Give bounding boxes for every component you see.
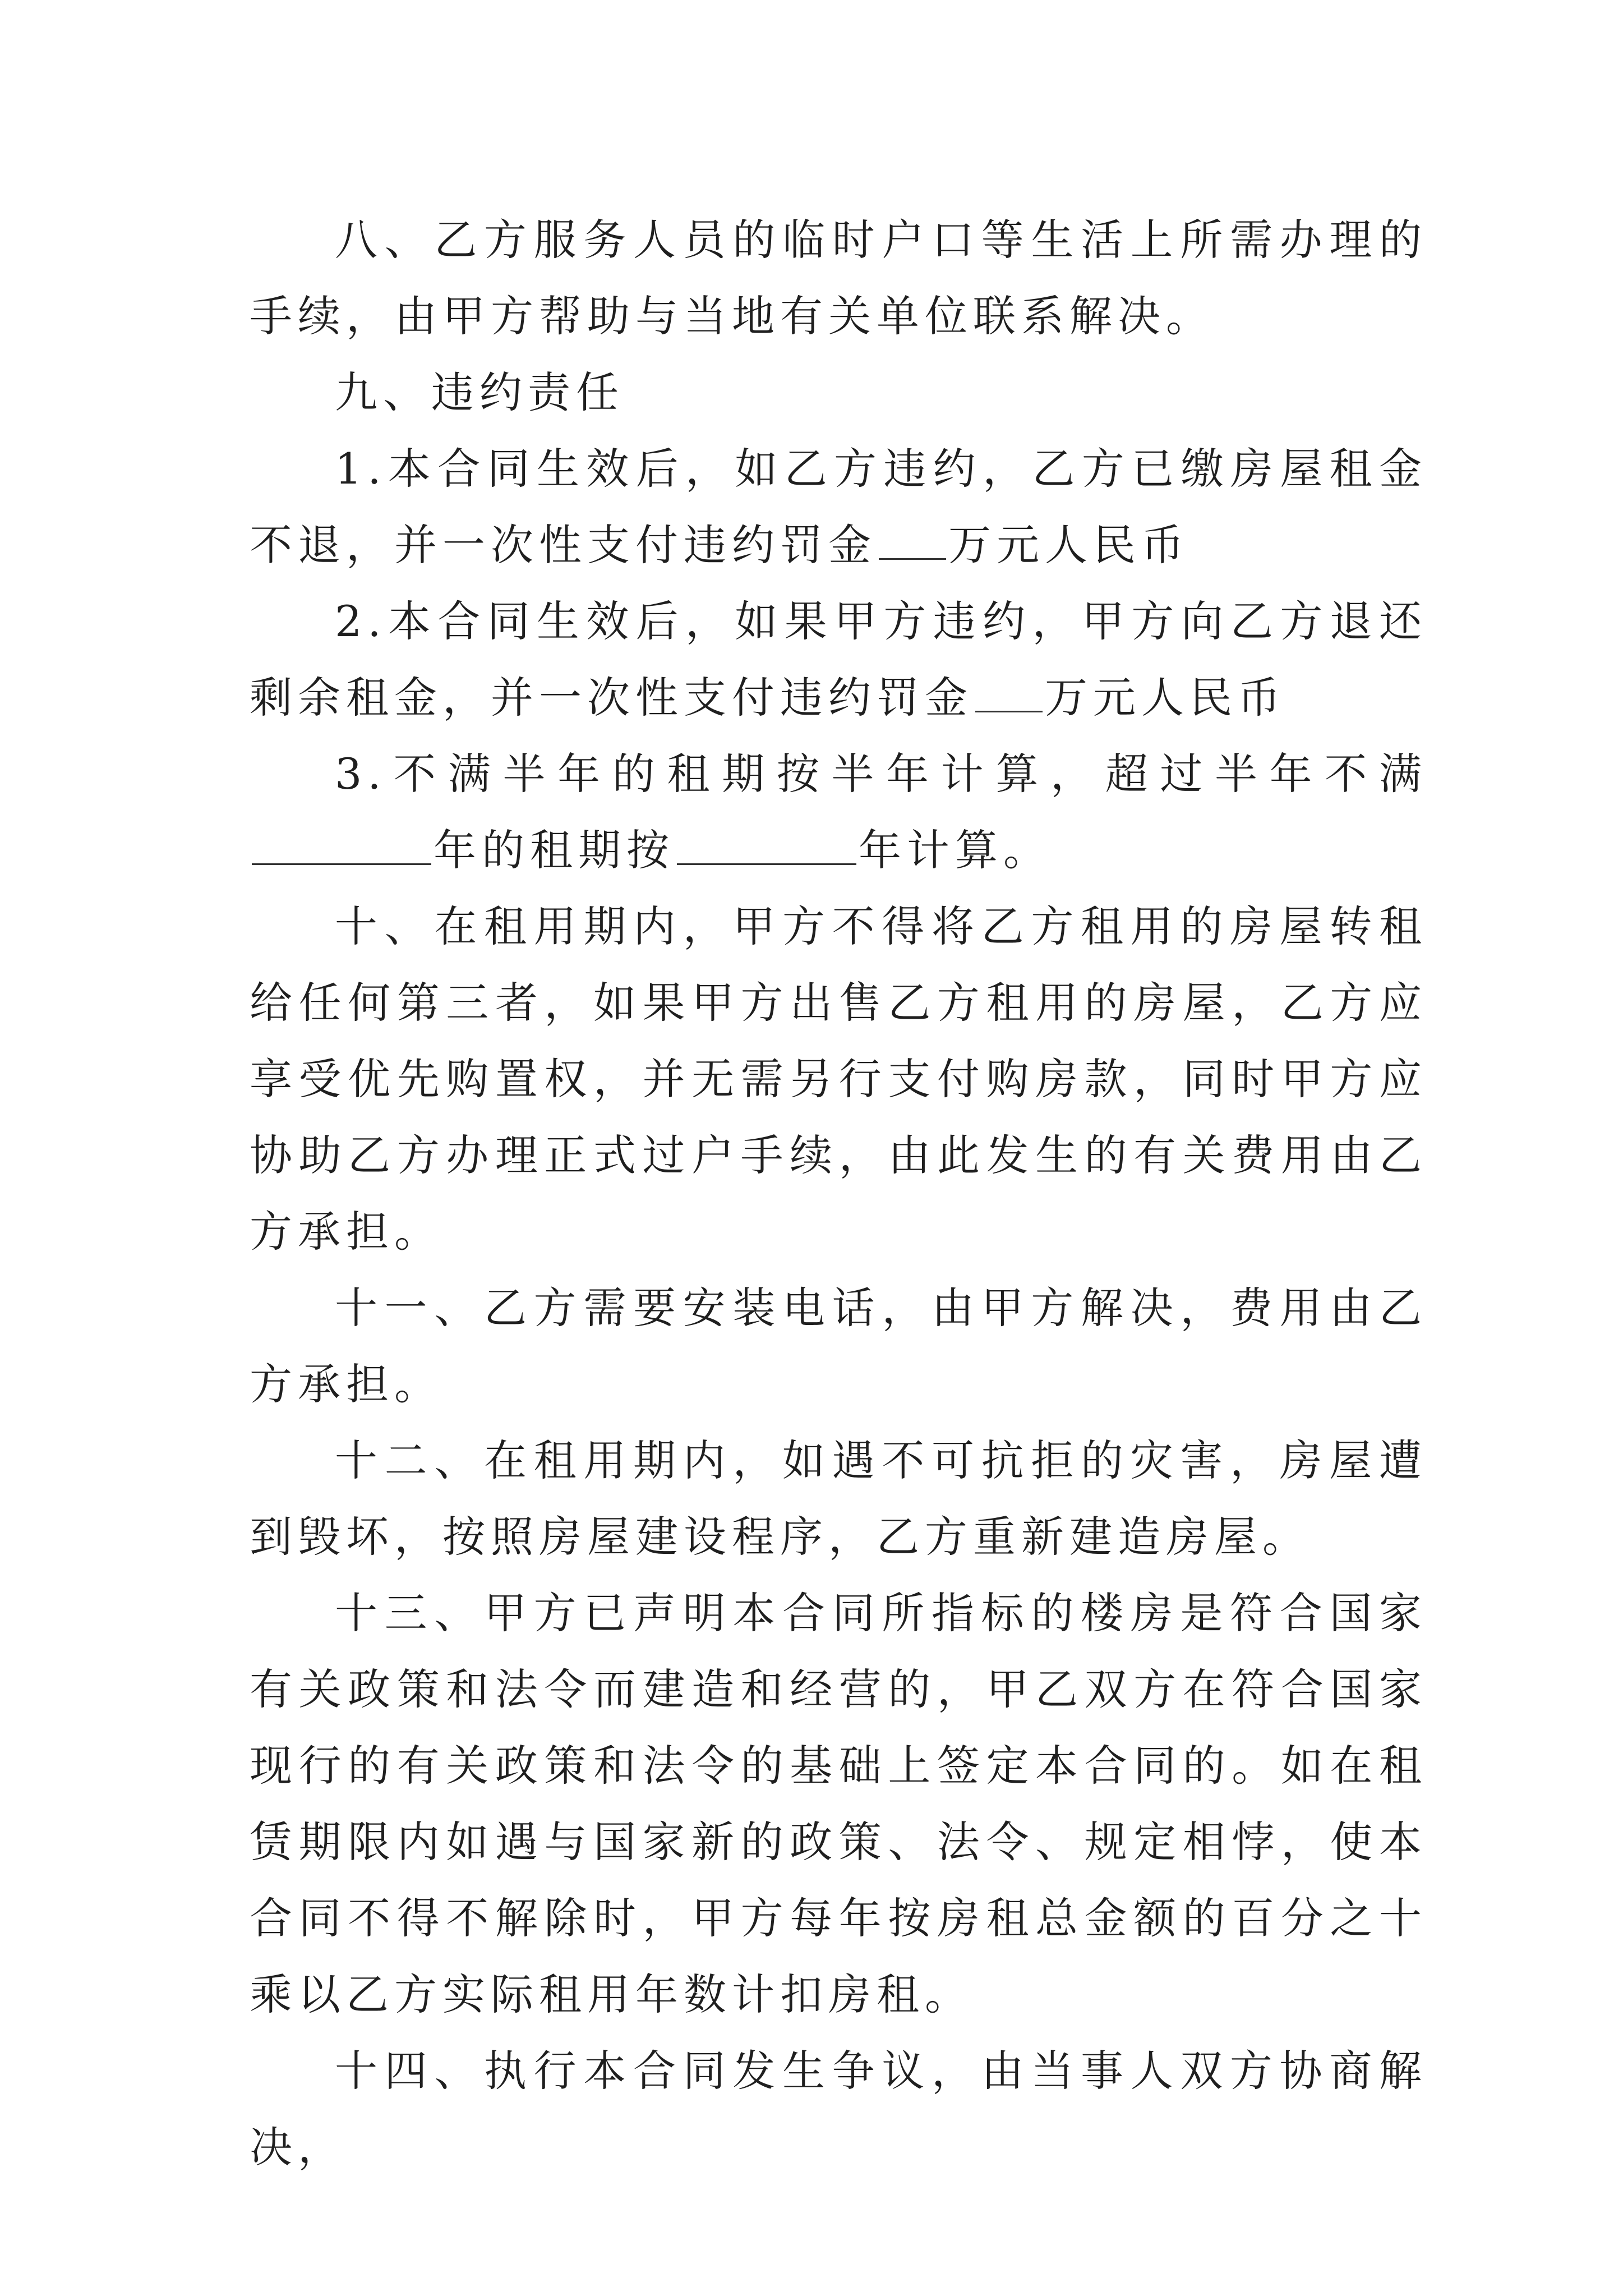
clause-14-text: 十四、执行本合同发生争议，由当事人双方协商解决， <box>250 2046 1427 2172</box>
clause-13-text: 十三、甲方已声明本合同所指标的楼房是符合国家有关政策和法令而建造和经营的，甲乙双方在符合国家现行的有关政策和法令的基础上签定本合同的。如在租赁期限内如遇与国家新的政策、法令、规定相悖，使本合同不得不解除时，甲方每年按房租总金额的百分之十乘以乙方实际租用年数计扣房租。 <box>250 1588 1427 2019</box>
blank-line <box>677 824 856 865</box>
clause-9-1 <box>250 431 1427 583</box>
clause-9-3-text-a: 3.不满半年的租期按半年计算，超过半年不满 <box>335 749 1427 799</box>
clause-9-2 <box>250 583 1427 736</box>
blank-line <box>252 824 431 865</box>
clause-9-3-text-b: 年的租期按 <box>434 825 675 875</box>
clause-9-3 <box>250 736 1427 889</box>
clause-10 <box>250 889 1427 1270</box>
blank-line <box>975 671 1043 712</box>
clause-11-text: 十一、乙方需要安装电话，由甲方解决，费用由乙方承担。 <box>250 1283 1427 1409</box>
clause-9-1-unit: 万元人民币 <box>948 520 1189 570</box>
clause-10-text: 十、在租用期内，甲方不得将乙方租用的房屋转租给任何第三者，如果甲方出售乙方租用的房屋，乙方应享受优先购置权，并无需另行支付购房款，同时甲方应协助乙方办理正式过户手续，由此发生的有关费用由乙方承担。 <box>250 901 1427 1257</box>
clause-13 <box>250 1575 1427 2033</box>
clause-8 <box>250 202 1427 355</box>
clause-12 <box>250 1423 1427 1575</box>
document-body <box>250 202 1427 2185</box>
clause-9-title <box>250 355 1427 431</box>
clause-14 <box>250 2033 1427 2185</box>
clause-12-text: 十二、在租用期内，如遇不可抗拒的灾害，房屋遭到毁坏，按照房屋建设程序，乙方重新建造房屋。 <box>250 1435 1427 1562</box>
clause-9-3-text-c: 年计算。 <box>859 825 1052 875</box>
clause-9-2-text: 2.本合同生效后，如果甲方违约，甲方向乙方退还剩余租金，并一次性支付违约罚金 <box>250 596 1427 723</box>
clause-9-2-unit: 万元人民币 <box>1045 673 1286 723</box>
clause-9-title-text: 九、违约责任 <box>335 367 624 417</box>
clause-11 <box>250 1270 1427 1423</box>
clause-9-1-text: 1.本合同生效后，如乙方违约，乙方已缴房屋租金不退，并一次性支付违约罚金 <box>250 444 1427 570</box>
blank-line <box>879 519 946 560</box>
clause-8-text: 八、乙方服务人员的临时户口等生活上所需办理的手续，由甲方帮助与当地有关单位联系解决。 <box>250 215 1427 341</box>
